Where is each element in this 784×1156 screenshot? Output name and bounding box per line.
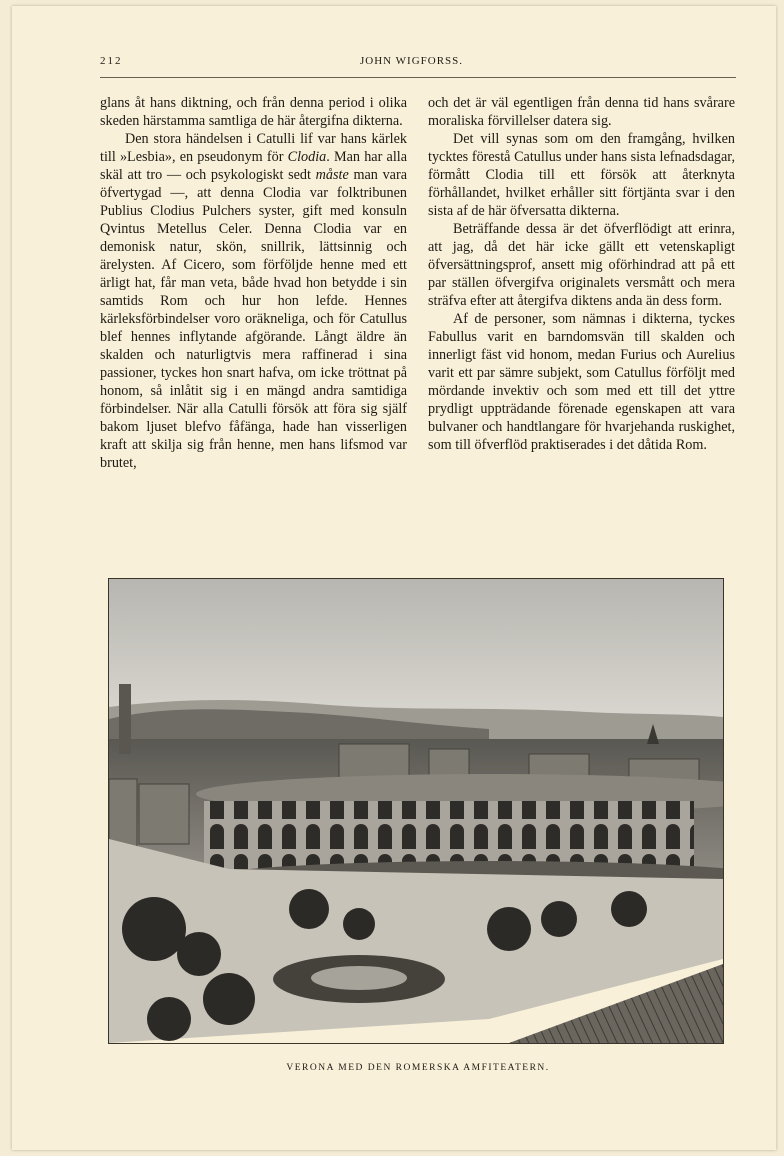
right-paragraph-1: och det är väl egentligen från denna tid hans svårare moraliska förvillelser datera sig.: [428, 95, 735, 129]
page-number: 212: [100, 55, 123, 67]
verona-arena-photograph: [108, 578, 724, 1044]
left-paragraph-2: Den stora händelsen i Catulli lif var hans kärlek till »Lesbia», en pseudonym för Clodia. Man har alla skäl att tro — och psykologiskt sedt måste man vara öfvertygad —, att denna Clodia var folktribunen Publius Clodius Pulchers syster, gift med konsuln Qvintus Metellus Celer. Denna Clodia var en demonisk natur, skön, snillrik, lättsinnig och ärelysten. Af Cicero, som förföljde henne med ett ärligt hat, får man veta, både hvad hon betydde i sin samtids Rom och hur hon lefde. Hennes kärleksförbindelser voro oräkneliga, och för Catullus blef hennes inflytande afgörande. Långt äldre än skalden och naturligtvis mera raffinerad i sina passioner, tyckes hon snart hafva, om icke tröttnat på honom, så inlåtit sig i en mängd andra samtidiga förbindelser. När alla Catulli försök att föra sig själf bakom ljuset blefvo fåfänga, hade han visserligen kraft att skilja sig från henne, men hans lifsmod var brutet,: [100, 131, 408, 471]
right-column: [428, 94, 735, 454]
left-column: [100, 94, 407, 472]
figure-caption: VERONA MED DEN ROMERSKA AMFITEATERN.: [286, 1063, 550, 1073]
clodia-italic: Clodia: [287, 149, 327, 165]
sky: [109, 579, 723, 719]
right-paragraph-2: Det vill synas som om den framgång, hvilken tycktes förestå Catullus under hans sista lefnadsdagar, förmått Clodia till ett försök att återknyta förhållandet, hvilket erhåller sitt förtjänta svar i den sista af de här öfversatta dikterna.: [428, 131, 735, 219]
right-paragraph-4: Af de personer, som nämnas i dikterna, tyckes Fabullus varit en barndomsvän till skalden och innerligt fäst vid honom, medan Furius och Aurelius varit ett par sämre subjekt, som Catullus förföljt med mördande invektiv och som med ett till det yttre prydligt uppträdande förenade egenskapen att vara bulvaner och handtlangare för hvarjehanda ruskighet, som till öfverflöd praktiserades i det dåtida Rom.: [428, 311, 735, 453]
page-header: [100, 55, 736, 71]
running-head: JOHN WIGFORSS.: [360, 55, 464, 67]
header-rule: [100, 77, 736, 78]
maste-italic: måste: [315, 167, 349, 183]
left-paragraph-1: glans åt hans diktning, och från denna period i olika skeden härstamma samtliga de här återgifna dikterna.: [100, 95, 407, 129]
fountain-water: [311, 966, 407, 990]
right-paragraph-3: Beträffande dessa är det öfverflödigt att erinra, att jag, då det här icke gällt ett vetenskapligt öfversättningsprof, ansett mig oförhindrad att på ett par ställen öfvergifva originalets versmått och mera sträfva efter att återgifva diktens anda än dess form.: [428, 221, 735, 309]
bell-tower: [119, 684, 131, 754]
